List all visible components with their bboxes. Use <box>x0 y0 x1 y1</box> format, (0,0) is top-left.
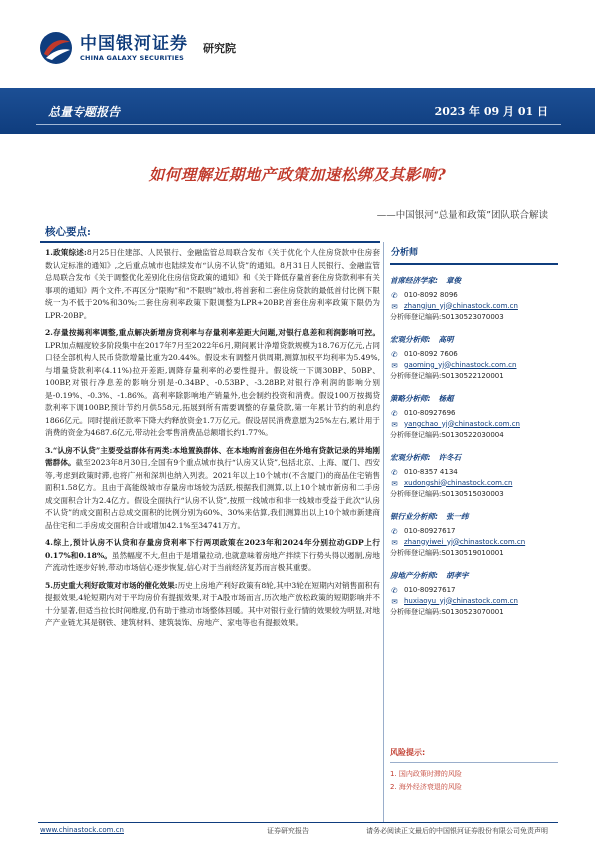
analyst-phone: 010-8357 4134 <box>404 467 458 476</box>
report-subtitle: ——中国银河“总量和政策”团队联合解读 <box>376 210 548 221</box>
brand-name-cn: 中国银河证券 <box>80 34 188 54</box>
analyst-name: 张一纬 <box>446 511 469 521</box>
analyst-card <box>390 334 558 382</box>
analyst-role-label: 宏观分析师: <box>390 452 431 462</box>
analyst-phone-row <box>390 526 558 537</box>
mail-icon: ✉ <box>391 419 398 429</box>
phone-icon: ✆ <box>391 349 398 359</box>
mail-icon: ✉ <box>391 360 398 370</box>
analyst-role-label: 银行业分析师: <box>390 511 438 521</box>
phone-icon: ✆ <box>391 290 398 300</box>
analyst-email-row <box>390 537 558 548</box>
analyst-role <box>390 511 558 522</box>
analyst-card <box>390 511 558 559</box>
paragraph-2 <box>45 327 380 440</box>
analyst-phone-row <box>390 585 558 596</box>
band-divider <box>36 124 561 125</box>
analyst-email-row <box>390 596 558 607</box>
analyst-phone: 010-80927696 <box>404 408 456 417</box>
division-label: 研究院 <box>203 42 236 55</box>
analyst-role-label: 策略分析师: <box>390 393 431 403</box>
analyst-license: 分析师登记编码:S0130522030004 <box>390 430 504 439</box>
analyst-email-link[interactable]: huxiaoyu_yj@chinastock.com.cn <box>404 596 518 605</box>
analyst-heading: 分析师 <box>391 248 419 258</box>
analyst-role-label: 房地产分析师: <box>390 570 438 580</box>
analyst-role <box>390 275 558 286</box>
footer-disclaimer: 请务必阅读正文最后的中国银河证券股份有限公司免责声明 <box>366 827 548 835</box>
analyst-role-label: 宏观分析师: <box>390 334 431 344</box>
core-points-divider <box>40 241 380 243</box>
phone-icon: ✆ <box>391 467 398 477</box>
core-points-heading: 核心要点: <box>45 226 91 238</box>
analyst-license: 分析师登记编码:S0130515030003 <box>390 489 504 498</box>
brand-text <box>80 34 188 62</box>
analyst-email-link[interactable]: xudongshi@chinastock.com.cn <box>404 478 513 487</box>
analyst-phone-row <box>390 290 558 301</box>
brand-name-en: CHINA GALAXY SECURITIES <box>80 54 185 62</box>
risk-section <box>390 747 558 794</box>
analyst-name: 章俊 <box>446 275 461 285</box>
analyst-license: 分析师登记编码:S0130523070001 <box>390 607 504 616</box>
analyst-phone: 010-80927617 <box>404 526 456 535</box>
analyst-name: 胡孝宇 <box>446 570 469 580</box>
analyst-phone: 010-8092 8096 <box>404 290 458 299</box>
analyst-sidebar <box>390 245 558 629</box>
paragraph-5 <box>45 580 380 630</box>
phone-icon: ✆ <box>391 526 398 536</box>
analyst-phone-row <box>390 349 558 360</box>
analyst-name: 高明 <box>438 334 454 344</box>
paragraph-body: 8月25日住建部、人民银行、金融监管总局联合发布《关于优化个人住房贷款中住房套数认定标准的通知》,之后重点城市也陆续发布“认房不认贷”的通知。8月31日人民银行、金融监管总局联合发布《关于调整优化差别化住房信贷政策的通知》和《关于降低存量首套住房贷款利率有关事项的通知》两个文件,不再区分“限购”和“不限购”城市,将首套和二套住房贷款的最低首付比例下限统一为不低于20%和30%;二套住房利率政策下限调整为LPR+20BP,首套住房利率政策下限仍为LPR-20BP。 <box>45 248 380 320</box>
paragraph-lead: 3.“认房不认贷”主要受益群体有两类:本地置换群体、在本地购首套房但在外地有贷款记录的异地刚需群体。 <box>45 445 380 467</box>
brand-logo <box>38 28 188 68</box>
analyst-email-link[interactable]: zhangjun_yj@chinastock.com.cn <box>404 301 518 310</box>
analyst-heading-divider <box>390 263 558 265</box>
paragraph-body: 截至2023年8月30日,全国有9个重点城市执行“认房又认贷”,包括北京、上海、厦门、西安等,考虑到政策时滞,也将广州和深圳也纳入列表。2021年以上10个城市(不含厦门)的商品住宅销售面积1.58亿方。且由于高能级城市存量房市场较为活跃,根据我们测算,以上10个城市新房和二手房成交面积合计为2.4亿方。假设全面执行“认房不认贷”,按照一线城市和非一线城市受益于此次“认房不认贷”的成交面积占总成交面积的比例分别为60%、30%来估算,我们测算出以上10个城市新建商品住宅和二手房成交面积合计或增加42.1%至34741万方。 <box>45 458 380 530</box>
analyst-role <box>390 452 558 463</box>
paragraph-lead: 1.政策综述: <box>45 248 87 257</box>
analyst-email-link[interactable]: yangchao_yj@chinastock.com.cn <box>404 419 520 428</box>
analyst-phone-row <box>390 467 558 478</box>
phone-icon: ✆ <box>391 585 398 595</box>
analyst-name: 杨超 <box>438 393 454 403</box>
report-date: 2023 年 09 月 01 日 <box>434 105 548 118</box>
analyst-name: 许冬石 <box>438 452 461 462</box>
paragraph-lead: 2.存量按揭利率调整,重点解决新增房贷利率与存量利率差距大问题,对银行息差和利润影响可控。 <box>45 328 380 337</box>
mail-icon: ✉ <box>391 596 398 606</box>
paragraph-3 <box>45 445 380 533</box>
analyst-list <box>390 275 558 618</box>
paragraph-body: 虽然幅度不大,但由于是增量拉动,也就意味着房地产拌续下行势头得以遏制,房地产流动性逐步好转,带动市场信心逐步恢复,信心对于当前经济复苏而言极其重要。 <box>45 550 380 572</box>
paragraph-body: LPR加点幅度较多阶段集中在2017年7月至2022年6月,期间累计净增贷款规模为18.76万亿元,占同口径全部机构人民币贷款增量比重为20.44%。假设未有调整月供周期,测算加权平均利率为5.49%,与增量贷款利率(4.11%)拉开差距,调降存量利率的必要性提升。假设统一下调30BP、50BP、100BP,对银行净息差的影响分别是-0.34BP、-0.53BP、-3.28BP,对银行净利润的影响分别是-0.19%、-0.3%、-1.86%。高利率除影响地产销量外,也会制约投资和消费。假设100万按揭贷款利率下调100BP,预计节约月供558元,拓展到所有需要调整的存量贷款,第一年累计节约的利息约1866亿元。同时提前还款率下降大约释放资金1.7万亿元。假设居民消费意愿为25%左右,累计用于消费的资金为4687.6亿元,带动社会零售消费品总额增长约1.77%。 <box>45 340 380 437</box>
footer-label: 证券研究报告 <box>267 827 309 835</box>
paragraph-lead: 5.历史重大利好政策对市场的催化效果: <box>45 580 178 590</box>
analyst-card <box>390 393 558 441</box>
analyst-phone: 010-8092 7606 <box>404 349 458 358</box>
footer-website-link[interactable]: www.chinastock.com.cn <box>40 826 124 834</box>
mail-icon: ✉ <box>391 478 398 488</box>
main-column <box>45 247 380 635</box>
analyst-phone-row <box>390 408 558 419</box>
paragraph-body: 历史上房地产利好政策有8轮,其中3轮在短期内对销售面积有提振效果,4轮短期内对于平均房价有提振效果,对于A股市场而言,历次地产放松政策的短期影响并不十分显著,但适当拉长时间维度,仍有助于推动市场整体回暖。其中对银行业行情的效果较为明显,对地产产业链尤其是钢铁、建筑材料、建筑装饰、房地产、家电等也有提振效果。 <box>45 580 381 627</box>
analyst-email-row <box>390 419 558 430</box>
mail-icon: ✉ <box>391 301 398 311</box>
analyst-role <box>390 393 558 404</box>
paragraph-1 <box>45 247 380 322</box>
paragraph-4 <box>45 537 380 575</box>
analyst-email-row <box>390 478 558 489</box>
analyst-role <box>390 570 558 581</box>
analyst-license: 分析师登记编码:S0130522120001 <box>390 371 504 380</box>
analyst-email-row <box>390 360 558 371</box>
analyst-card <box>390 275 558 323</box>
galaxy-logo-icon <box>38 30 74 66</box>
analyst-email-link[interactable]: gaoming_yj@chinastock.com.cn <box>404 360 517 369</box>
risk-item: 2. 海外经济衰退的风险 <box>390 783 462 791</box>
report-title: 如何理解近期地产政策加速松绑及其影响? <box>148 165 447 184</box>
analyst-phone: 010-80927617 <box>404 585 456 594</box>
analyst-license: 分析师登记编码:S0130519010001 <box>390 548 504 557</box>
footer-divider <box>38 822 558 823</box>
risk-heading: 风险提示: <box>390 748 426 757</box>
risk-item: 1. 国内政策时滞的风险 <box>390 770 462 778</box>
risk-divider <box>390 762 558 763</box>
analyst-role <box>390 334 558 345</box>
analyst-card <box>390 570 558 618</box>
mail-icon: ✉ <box>391 537 398 547</box>
analyst-role-label: 首席经济学家: <box>390 275 438 285</box>
report-type: 总量专题报告 <box>48 105 121 119</box>
column-divider <box>383 242 384 822</box>
phone-icon: ✆ <box>391 408 398 418</box>
paragraph-lead: 4.综上,预计认房不认贷和存量房贷利率下行两项政策在2023年和2024年分别拉动GDP上行0.17%和0.18%。 <box>45 538 380 560</box>
analyst-email-link[interactable]: zhangyiwei_yj@chinastock.com.cn <box>404 537 526 546</box>
analyst-email-row <box>390 301 558 312</box>
analyst-card <box>390 452 558 500</box>
analyst-license: 分析师登记编码:S0130523070003 <box>390 312 504 321</box>
